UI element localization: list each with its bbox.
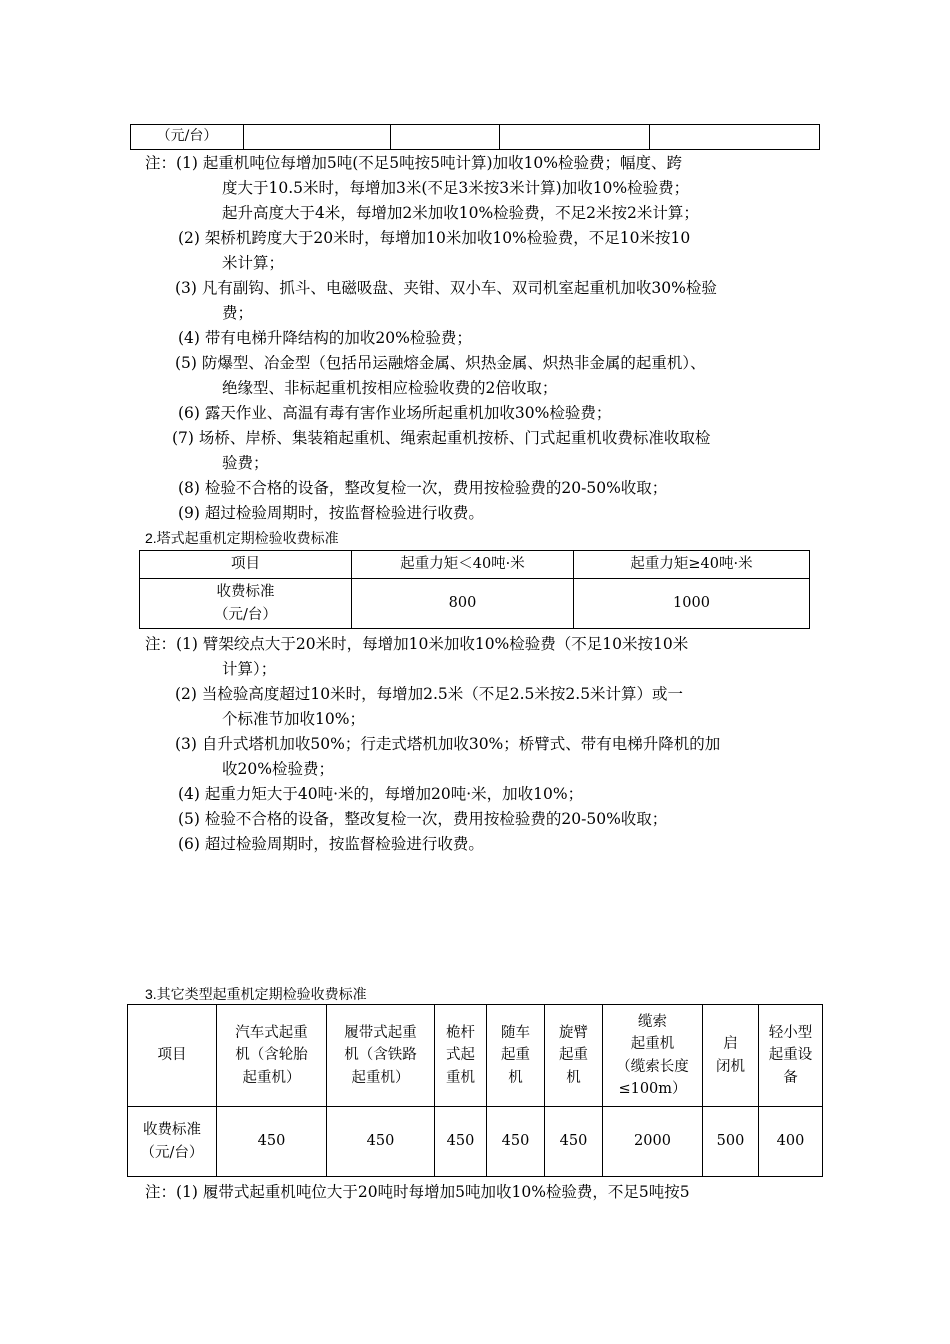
header-line: 机（含铁路 (344, 1047, 417, 1064)
note-line: (7) 场桥、岸桥、集装箱起重机、绳索起重机按桥、门式起重机收费标准收取检 (172, 429, 711, 447)
section-3-title: 3.其它类型起重机定期检验收费标准 (145, 986, 367, 1002)
header-line: 随车 (501, 1024, 530, 1041)
note-line: 绝缘型、非标起重机按相应检验收费的2倍收取； (222, 379, 558, 397)
header-cell (217, 1005, 327, 1107)
fee-value: 450 (435, 1107, 487, 1177)
note-line: (5) 防爆型、冶金型（包括吊运融熔金属、炽热金属、炽热非金属的起重机）、 (175, 354, 706, 372)
note-line: (2) 架桥机跨度大于20米时，每增加10米加收10%检验费，不足10米按10 (178, 229, 691, 247)
fee-value: 800 (352, 579, 574, 629)
header-cell (703, 1005, 759, 1107)
fee-value: 500 (703, 1107, 759, 1177)
note-line: (3) 自升式塔机加收50%；行走式塔机加收30%；桥臂式、带有电梯升降机的加 (175, 735, 721, 753)
note-line: 验费； (222, 454, 269, 472)
note-line: 计算）； (222, 660, 277, 678)
header-line: 桅杆 (446, 1024, 475, 1041)
header-line: 缆索 (638, 1013, 667, 1030)
header-cell (759, 1005, 823, 1107)
row-label-line: 收费标准 (143, 1122, 201, 1139)
note-line: (5) 检验不合格的设备，整改复检一次，费用按检验费的20-50%收取； (178, 810, 668, 828)
fee-value: 450 (487, 1107, 545, 1177)
section-2-title: 2.塔式起重机定期检验收费标准 (145, 530, 339, 546)
top-cell (391, 125, 500, 150)
header-line: 重机 (446, 1069, 475, 1086)
note-line: 收20%检验费； (222, 760, 334, 778)
header-line: 旋臂 (559, 1024, 588, 1041)
note-line: 注：(1) 履带式起重机吨位大于20吨时每增加5吨加收10%检验费，不足5吨按5 (145, 1183, 690, 1201)
row-label-line: （元/台） (140, 1144, 204, 1161)
note-line: (6) 超过检验周期时，按监督检验进行收费。 (178, 835, 484, 853)
header-cell (327, 1005, 435, 1107)
header-line: 汽车式起重 (235, 1024, 308, 1041)
note-line: 个标准节加收10%； (222, 710, 365, 728)
header-label: 项目 (128, 1005, 217, 1107)
top-cell (244, 125, 391, 150)
header-cell: 起重力矩＜40吨·米 (352, 551, 574, 579)
header-cell: 起重力矩≥40吨·米 (574, 551, 810, 579)
header-cell (435, 1005, 487, 1107)
row-label (128, 1107, 217, 1177)
header-line: 起重机 (630, 1036, 675, 1053)
note-line: (8) 检验不合格的设备，整改复检一次，费用按检验费的20-50%收取； (178, 479, 668, 497)
header-line: 式起 (446, 1047, 475, 1064)
header-cell (487, 1005, 545, 1107)
note-line: (4) 起重力矩大于40吨·米的，每增加20吨·米，加收10%； (178, 785, 584, 803)
top-fee-table (130, 124, 820, 150)
top-row-label: （元/台） (131, 125, 244, 150)
header-line: 起重机） (351, 1069, 410, 1086)
header-cell (545, 1005, 603, 1107)
header-line: 起重 (501, 1047, 530, 1064)
fee-value: 400 (759, 1107, 823, 1177)
row-label-line: 收费标准 (216, 584, 275, 601)
note-line: 注：(1) 臂架绞点大于20米时，每增加10米加收10%检验费（不足10米按10米 (145, 635, 689, 653)
header-line: 机 (566, 1069, 581, 1086)
note-line: 起升高度大于4米，每增加2米加收10%检验费，不足2米按2米计算； (222, 204, 699, 222)
note-line: (3) 凡有副钩、抓斗、电磁吸盘、夹钳、双小车、双司机室起重机加收30%检验 (175, 279, 717, 297)
top-cell (650, 125, 820, 150)
header-line: 起重 (559, 1047, 588, 1064)
fee-value: 450 (545, 1107, 603, 1177)
note-line: 费； (222, 304, 254, 322)
header-line: 机 (508, 1069, 523, 1086)
header-line: 启 (723, 1036, 738, 1053)
header-line: 闭机 (716, 1058, 745, 1075)
row-label (140, 579, 352, 629)
header-line: 机（含轮胎 (235, 1047, 308, 1064)
top-cell (500, 125, 650, 150)
header-line: 履带式起重 (344, 1024, 417, 1041)
note-line: 注：(1) 起重机吨位每增加5吨(不足5吨按5吨计算)加收10%检验费；幅度、跨 (145, 154, 683, 172)
note-line: 度大于10.5米时，每增加3米(不足3米按3米计算)加收10%检验费； (222, 179, 690, 197)
header-line: 轻小型 (768, 1024, 813, 1041)
fee-value: 2000 (603, 1107, 703, 1177)
header-line: 备 (783, 1069, 798, 1086)
fee-value: 1000 (574, 579, 810, 629)
note-line: (6) 露天作业、高温有毒有害作业场所起重机加收30%检验费； (178, 404, 612, 422)
header-line: 起重机） (242, 1069, 301, 1086)
other-crane-fee-table (127, 1004, 823, 1177)
note-line: (4) 带有电梯升降结构的加收20%检验费； (178, 329, 472, 347)
header-line: 起重设 (768, 1047, 813, 1064)
header-cell (603, 1005, 703, 1107)
note-line: 米计算； (222, 254, 285, 272)
header-line: （缆索长度 (616, 1058, 689, 1075)
header-cell: 项目 (140, 551, 352, 579)
fee-value: 450 (327, 1107, 435, 1177)
note-line: (2) 当检验高度超过10米时，每增加2.5米（不足2.5米按2.5米计算）或一 (175, 685, 684, 703)
row-label-line: （元/台） (214, 606, 277, 623)
note-line: (9) 超过检验周期时，按监督检验进行收费。 (178, 504, 484, 522)
fee-value: 450 (217, 1107, 327, 1177)
header-line: ≤100m） (618, 1080, 687, 1097)
tower-crane-fee-table (139, 550, 810, 629)
